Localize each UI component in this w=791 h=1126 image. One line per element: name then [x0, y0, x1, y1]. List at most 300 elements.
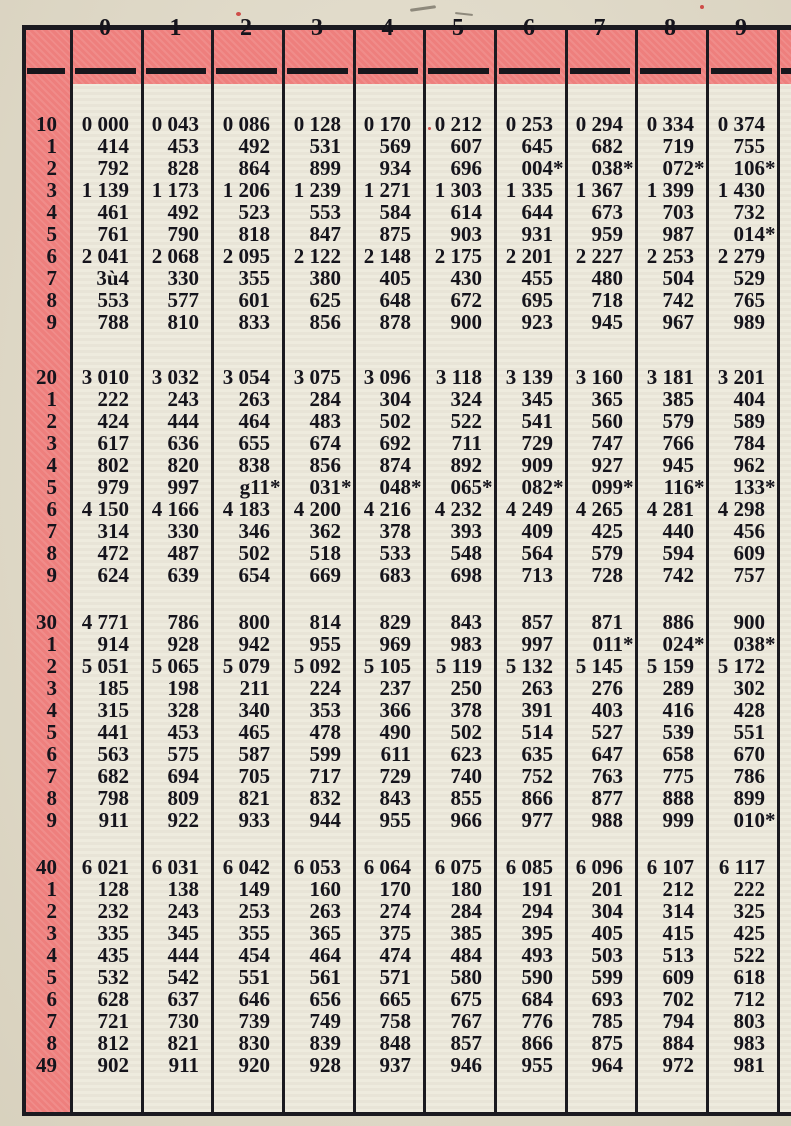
- table-cell: 609: [733, 541, 765, 565]
- table-cell: 646: [238, 987, 270, 1011]
- table-cell: 5 145: [575, 654, 623, 678]
- table-cell: 899: [309, 156, 341, 180]
- row-label: 8: [46, 541, 57, 565]
- table-cell: 713: [521, 563, 553, 587]
- table-cell: 191: [521, 877, 553, 901]
- table-cell: 404: [733, 387, 765, 411]
- table-cell: 493: [521, 943, 553, 967]
- table-cell: 483: [309, 409, 341, 433]
- table-cell: 729: [521, 431, 553, 455]
- table-cell: 502: [238, 541, 270, 565]
- table-cell: 623: [450, 742, 482, 766]
- table-row: [22, 201, 791, 223]
- table-row: [22, 699, 791, 721]
- table-cell: 886: [662, 610, 694, 634]
- table-row: [22, 677, 791, 699]
- table-cell: 962: [733, 453, 765, 477]
- table-cell: 665: [379, 987, 411, 1011]
- table-cell: 712: [733, 987, 765, 1011]
- table-cell: 3 096: [363, 365, 411, 389]
- table-cell: 0 374: [717, 112, 765, 136]
- table-cell: 987: [662, 222, 694, 246]
- table-cell: 718: [591, 288, 623, 312]
- table-cell: 453: [167, 720, 199, 744]
- table-cell: 263: [309, 899, 341, 923]
- table-cell: 786: [733, 764, 765, 788]
- asterisk-mark: *: [623, 156, 634, 180]
- table-cell: 937: [379, 1053, 411, 1077]
- table-cell: 454: [238, 943, 270, 967]
- table-cell: 673: [591, 200, 623, 224]
- row-label: 8: [46, 288, 57, 312]
- table-cell: 484: [450, 943, 482, 967]
- table-cell: 821: [167, 1031, 199, 1055]
- table-cell: 5 092: [293, 654, 341, 678]
- table-cell: 2 201: [505, 244, 553, 268]
- row-label: 7: [46, 519, 57, 543]
- table-cell: 792: [97, 156, 129, 180]
- table-cell: 560: [591, 409, 623, 433]
- table-cell: 1 206: [222, 178, 270, 202]
- table-cell: 618: [733, 965, 765, 989]
- table-cell: 874: [379, 453, 411, 477]
- table-cell: 942: [238, 632, 270, 656]
- table-cell: 048*: [379, 475, 422, 499]
- table-cell: 983: [450, 632, 482, 656]
- table-cell: 518: [309, 541, 341, 565]
- table-cell: 693: [591, 987, 623, 1011]
- table-cell: 138: [167, 877, 199, 901]
- header-underline: [499, 68, 560, 74]
- table-cell: 571: [379, 965, 411, 989]
- table-cell: 864: [238, 156, 270, 180]
- table-cell: 3 075: [293, 365, 341, 389]
- table-cell: 719: [662, 134, 694, 158]
- table-cell: 378: [450, 698, 482, 722]
- table-cell: 353: [309, 698, 341, 722]
- table-cell: 972: [662, 1053, 694, 1077]
- table-cell: 253: [238, 899, 270, 923]
- table-cell: 474: [379, 943, 411, 967]
- table-cell: 814: [309, 610, 341, 634]
- asterisk-mark: *: [623, 632, 634, 656]
- table-cell: 3 054: [222, 365, 270, 389]
- row-label: 4: [46, 200, 57, 224]
- table-cell: 866: [521, 786, 553, 810]
- table-row: [22, 289, 791, 311]
- table-cell: 128: [97, 877, 129, 901]
- table-cell: 614: [450, 200, 482, 224]
- table-row: [22, 564, 791, 586]
- table-cell: 878: [379, 310, 411, 334]
- table-cell: 587: [238, 742, 270, 766]
- table-cell: 944: [309, 808, 341, 832]
- table-cell: 440: [662, 519, 694, 543]
- table-cell: 365: [309, 921, 341, 945]
- asterisk-mark: *: [553, 475, 564, 499]
- table-cell: 848: [379, 1031, 411, 1055]
- table-row: [22, 432, 791, 454]
- table-cell: 909: [521, 453, 553, 477]
- table-cell: 601: [238, 288, 270, 312]
- table-cell: 1 335: [505, 178, 553, 202]
- table-row: [22, 1054, 791, 1076]
- table-cell: 857: [450, 1031, 482, 1055]
- table-cell: 149: [238, 877, 270, 901]
- table-cell: 315: [97, 698, 129, 722]
- table-cell: 330: [167, 266, 199, 290]
- table-cell: 2 095: [222, 244, 270, 268]
- table-cell: 365: [591, 387, 623, 411]
- table-cell: 828: [167, 156, 199, 180]
- table-cell: 639: [167, 563, 199, 587]
- table-cell: 461: [97, 200, 129, 224]
- scan-speckle: [236, 12, 241, 16]
- table-cell: 742: [662, 288, 694, 312]
- asterisk-mark: *: [765, 156, 776, 180]
- table-cell: 522: [450, 409, 482, 433]
- table-cell: 784: [733, 431, 765, 455]
- table-cell: 170: [379, 877, 411, 901]
- table-cell: 276: [591, 676, 623, 700]
- table-cell: 590: [521, 965, 553, 989]
- table-row: [22, 366, 791, 388]
- table-cell: 378: [379, 519, 411, 543]
- table-cell: 628: [97, 987, 129, 1011]
- table-cell: g11*: [239, 475, 281, 499]
- table-cell: 997: [167, 475, 199, 499]
- table-cell: 684: [521, 987, 553, 1011]
- row-label: 3: [46, 178, 57, 202]
- table-cell: 875: [379, 222, 411, 246]
- table-cell: 931: [521, 222, 553, 246]
- row-label: 3: [46, 921, 57, 945]
- row-label: 5: [46, 475, 57, 499]
- table-cell: 243: [167, 899, 199, 923]
- table-cell: 480: [591, 266, 623, 290]
- table-cell: 899: [733, 786, 765, 810]
- row-label: 2: [46, 654, 57, 678]
- table-cell: 749: [309, 1009, 341, 1033]
- table-cell: 444: [167, 943, 199, 967]
- table-row: [22, 721, 791, 743]
- table-cell: 548: [450, 541, 482, 565]
- asterisk-mark: *: [694, 156, 705, 180]
- table-cell: 502: [450, 720, 482, 744]
- table-cell: 478: [309, 720, 341, 744]
- table-cell: 366: [379, 698, 411, 722]
- row-label: 4: [46, 943, 57, 967]
- table-cell: 625: [309, 288, 341, 312]
- row-label: 9: [46, 808, 57, 832]
- table-cell: 211: [239, 676, 270, 700]
- table-cell: 5 105: [363, 654, 411, 678]
- table-cell: 927: [591, 453, 623, 477]
- table-cell: 747: [591, 431, 623, 455]
- table-cell: 011*: [592, 632, 634, 656]
- table-cell: 0 086: [222, 112, 270, 136]
- table-row: [22, 498, 791, 520]
- table-row: [22, 520, 791, 542]
- table-row: [22, 311, 791, 333]
- table-cell: 453: [167, 134, 199, 158]
- table-cell: 790: [167, 222, 199, 246]
- table-cell: 563: [97, 742, 129, 766]
- table-cell: 355: [238, 266, 270, 290]
- table-row: [22, 157, 791, 179]
- table-cell: 656: [309, 987, 341, 1011]
- table-cell: 472: [97, 541, 129, 565]
- table-cell: 4 150: [81, 497, 129, 521]
- table-cell: 833: [238, 310, 270, 334]
- table-cell: 721: [97, 1009, 129, 1033]
- table-cell: 607: [450, 134, 482, 158]
- row-label: 6: [46, 244, 57, 268]
- table-cell: 911: [98, 808, 129, 832]
- table-cell: 765: [733, 288, 765, 312]
- table-cell: 106*: [733, 156, 776, 180]
- table-row: [22, 267, 791, 289]
- header-underline: [781, 68, 791, 74]
- table-cell: 553: [309, 200, 341, 224]
- table-cell: 682: [591, 134, 623, 158]
- table-cell: 580: [450, 965, 482, 989]
- table-cell: 698: [450, 563, 482, 587]
- asterisk-mark: *: [765, 808, 776, 832]
- table-row: [22, 655, 791, 677]
- table-block: [22, 611, 791, 831]
- table-cell: 802: [97, 453, 129, 477]
- table-cell: 4 771: [81, 610, 129, 634]
- table-cell: 803: [733, 1009, 765, 1033]
- table-cell: 812: [97, 1031, 129, 1055]
- table-cell: 820: [167, 453, 199, 477]
- table-cell: 409: [521, 519, 553, 543]
- table-row: [22, 223, 791, 245]
- table-cell: 636: [167, 431, 199, 455]
- row-label: 7: [46, 764, 57, 788]
- row-label: 1: [46, 134, 57, 158]
- table-cell: 5 172: [717, 654, 765, 678]
- row-label: 1: [46, 387, 57, 411]
- table-cell: 999: [662, 808, 694, 832]
- table-cell: 5 132: [505, 654, 553, 678]
- table-cell: 577: [167, 288, 199, 312]
- column-header-9: 9: [735, 15, 748, 41]
- table-row: [22, 743, 791, 765]
- row-label: 10: [36, 112, 57, 136]
- table-cell: 514: [521, 720, 553, 744]
- table-cell: 4 281: [646, 497, 694, 521]
- table-cell: 116*: [663, 475, 705, 499]
- table-cell: 490: [379, 720, 411, 744]
- table-cell: 416: [662, 698, 694, 722]
- table-cell: 362: [309, 519, 341, 543]
- row-label: 9: [46, 563, 57, 587]
- table-row: [22, 388, 791, 410]
- table-cell: 0 170: [363, 112, 411, 136]
- table-cell: 611: [380, 742, 411, 766]
- table-cell: 856: [309, 453, 341, 477]
- table-cell: 794: [662, 1009, 694, 1033]
- asterisk-mark: *: [765, 222, 776, 246]
- table-cell: 755: [733, 134, 765, 158]
- table-cell: 065*: [450, 475, 493, 499]
- table-cell: 945: [662, 453, 694, 477]
- table-cell: 934: [379, 156, 411, 180]
- table-cell: 786: [167, 610, 199, 634]
- table-cell: 967: [662, 310, 694, 334]
- row-label: 1: [46, 877, 57, 901]
- table-cell: 4 200: [293, 497, 341, 521]
- table-cell: 222: [97, 387, 129, 411]
- table-cell: 304: [379, 387, 411, 411]
- table-cell: 302: [733, 676, 765, 700]
- table-cell: 635: [521, 742, 553, 766]
- table-cell: 800: [238, 610, 270, 634]
- table-cell: 024*: [662, 632, 705, 656]
- table-cell: 856: [309, 310, 341, 334]
- table-cell: 758: [379, 1009, 411, 1033]
- scan-speckle: [700, 5, 704, 9]
- table-cell: 304: [591, 899, 623, 923]
- table-cell: 829: [379, 610, 411, 634]
- table-cell: 502: [379, 409, 411, 433]
- table-cell: 2 253: [646, 244, 694, 268]
- table-cell: 425: [733, 921, 765, 945]
- table-cell: 3 160: [575, 365, 623, 389]
- table-cell: 0 334: [646, 112, 694, 136]
- table-cell: 977: [521, 808, 553, 832]
- row-label: 6: [46, 742, 57, 766]
- table-cell: 284: [309, 387, 341, 411]
- header-underline: [358, 68, 418, 74]
- table-cell: 694: [167, 764, 199, 788]
- table-cell: 325: [733, 899, 765, 923]
- asterisk-mark: *: [411, 475, 422, 499]
- table-cell: 2 041: [81, 244, 129, 268]
- asterisk-mark: *: [694, 475, 705, 499]
- table-cell: 6 064: [363, 855, 411, 879]
- table-cell: 564: [521, 541, 553, 565]
- table-cell: 702: [662, 987, 694, 1011]
- column-header-3: 3: [311, 15, 324, 41]
- header-underline: [570, 68, 630, 74]
- table-cell: 0 043: [151, 112, 199, 136]
- table-cell: 522: [733, 943, 765, 967]
- table-cell: 232: [97, 899, 129, 923]
- table-row: [22, 245, 791, 267]
- table-cell: 900: [450, 310, 482, 334]
- table-cell: 888: [662, 786, 694, 810]
- table-cell: 569: [379, 134, 411, 158]
- table-cell: 966: [450, 808, 482, 832]
- table-cell: 981: [733, 1053, 765, 1077]
- table-cell: 415: [662, 921, 694, 945]
- table-cell: 1 430: [717, 178, 765, 202]
- table-cell: 740: [450, 764, 482, 788]
- table-cell: 3 010: [81, 365, 129, 389]
- table-cell: 2 122: [293, 244, 341, 268]
- table-cell: 340: [238, 698, 270, 722]
- table-row: [22, 179, 791, 201]
- table-cell: 5 159: [646, 654, 694, 678]
- table-block: [22, 366, 791, 586]
- table-cell: 594: [662, 541, 694, 565]
- table-cell: 330: [167, 519, 199, 543]
- table-cell: 670: [733, 742, 765, 766]
- header-underline: [640, 68, 701, 74]
- column-header-7: 7: [593, 15, 607, 41]
- table-cell: 274: [379, 899, 411, 923]
- table-cell: 324: [450, 387, 482, 411]
- table-cell: 2 175: [434, 244, 482, 268]
- table-cell: 809: [167, 786, 199, 810]
- table-cell: 180: [450, 877, 482, 901]
- table-cell: 428: [733, 698, 765, 722]
- table-cell: 391: [521, 698, 553, 722]
- table-cell: 4 249: [505, 497, 553, 521]
- table-cell: 969: [379, 632, 411, 656]
- header-underline: [216, 68, 277, 74]
- asterisk-mark: *: [623, 475, 634, 499]
- table-row: [22, 454, 791, 476]
- asterisk-mark: *: [341, 475, 352, 499]
- table-cell: 284: [450, 899, 482, 923]
- table-row: [22, 787, 791, 809]
- table-cell: 465: [238, 720, 270, 744]
- table-cell: 648: [379, 288, 411, 312]
- table-cell: 529: [733, 266, 765, 290]
- column-header-8: 8: [664, 15, 677, 41]
- table-cell: 830: [238, 1031, 270, 1055]
- table-cell: 644: [521, 200, 553, 224]
- table-cell: 6 096: [575, 855, 623, 879]
- table-cell: 579: [591, 541, 623, 565]
- table-cell: 487: [167, 541, 199, 565]
- row-label: 5: [46, 965, 57, 989]
- table-cell: 553: [97, 288, 129, 312]
- table-cell: 375: [379, 921, 411, 945]
- table-cell: 3 118: [435, 365, 482, 389]
- table-cell: 3ù4: [96, 266, 129, 290]
- header-underline: [711, 68, 772, 74]
- table-cell: 617: [97, 431, 129, 455]
- table-cell: 979: [97, 475, 129, 499]
- header-underline: [146, 68, 206, 74]
- table-cell: 705: [238, 764, 270, 788]
- table-cell: 599: [309, 742, 341, 766]
- asterisk-mark: *: [765, 475, 776, 499]
- table-block: [22, 856, 791, 1076]
- table-cell: 669: [309, 563, 341, 587]
- table-cell: 6 107: [646, 855, 694, 879]
- header-underline: [75, 68, 136, 74]
- table-cell: 742: [662, 563, 694, 587]
- table-cell: 703: [662, 200, 694, 224]
- column-header-2: 2: [240, 15, 253, 41]
- table-cell: 099*: [591, 475, 634, 499]
- table-cell: 405: [379, 266, 411, 290]
- table-cell: 435: [97, 943, 129, 967]
- table-cell: 5 119: [435, 654, 482, 678]
- row-label: 40: [36, 855, 57, 879]
- table-cell: 503: [591, 943, 623, 967]
- table-cell: 732: [733, 200, 765, 224]
- table-cell: 425: [591, 519, 623, 543]
- table-block: [22, 113, 791, 333]
- table-cell: 243: [167, 387, 199, 411]
